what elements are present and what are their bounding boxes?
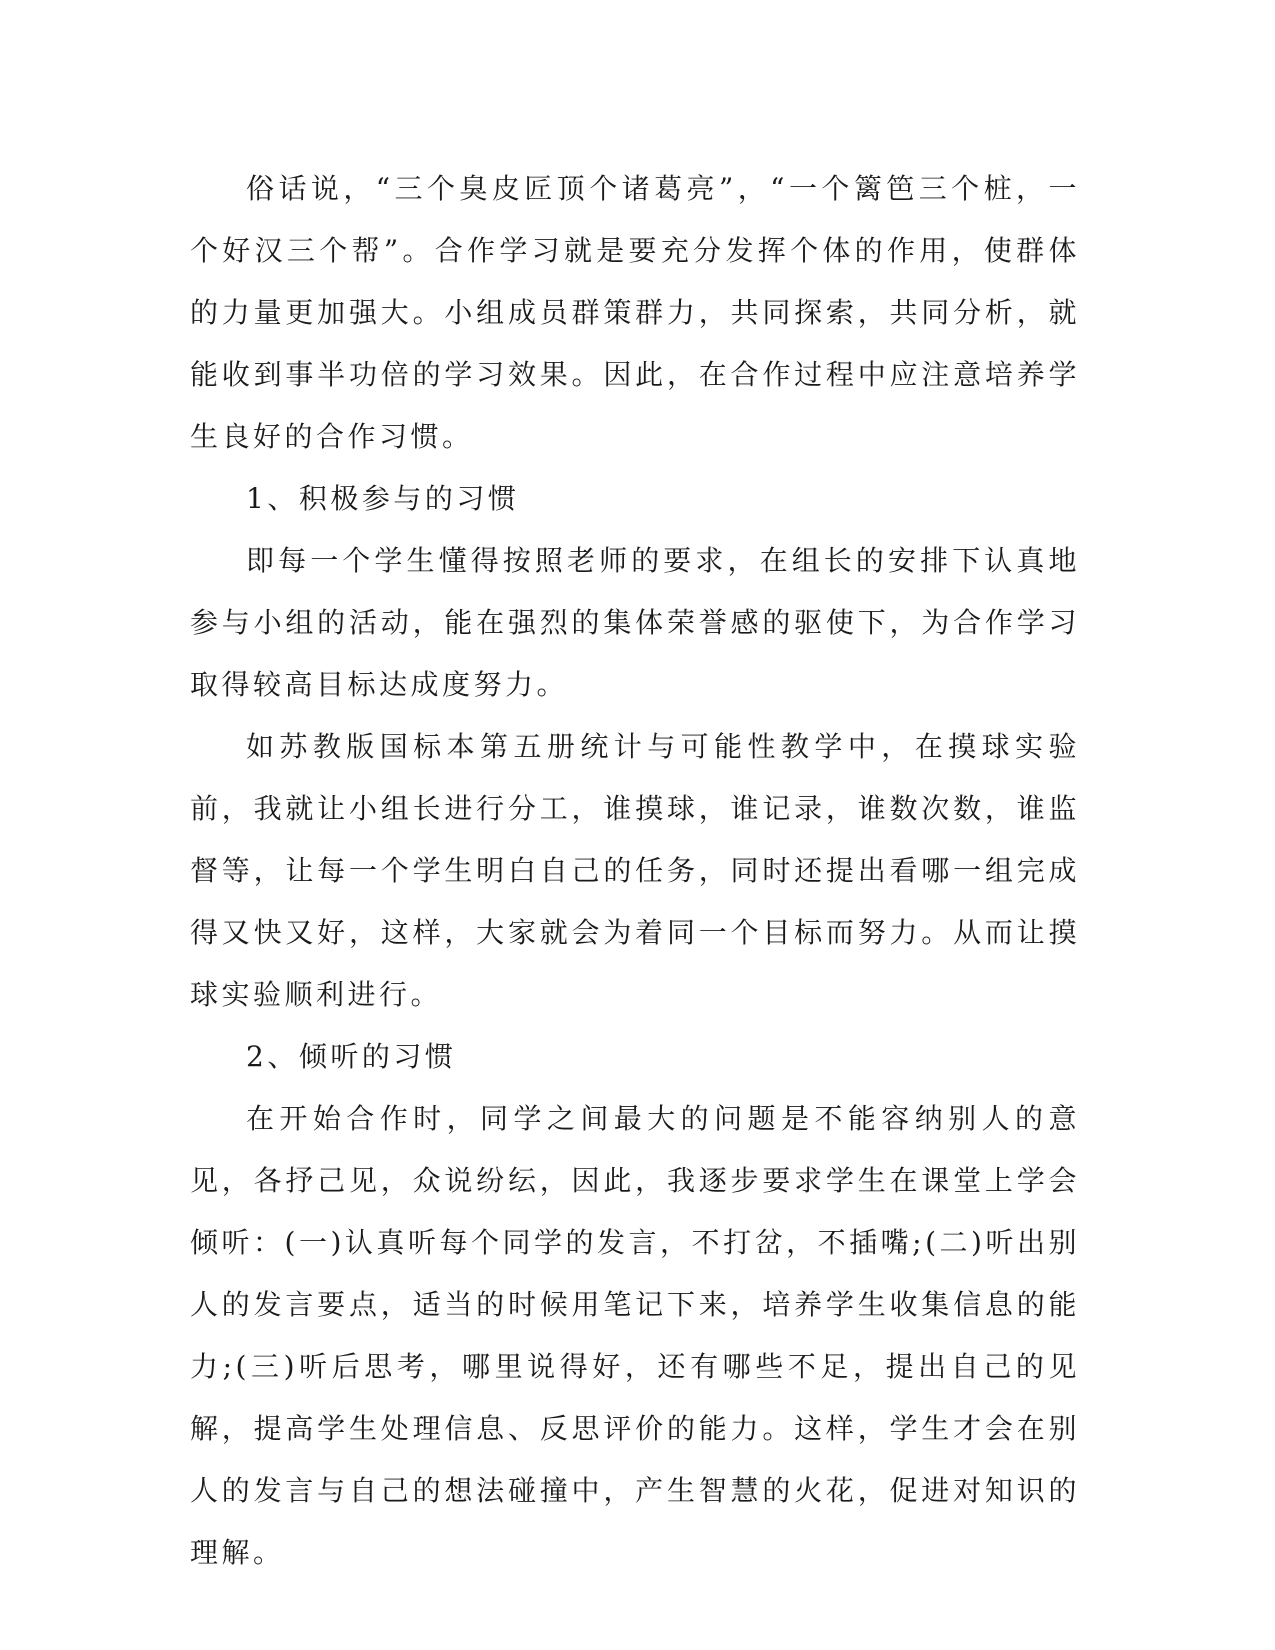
paragraph-intro: 俗话说，“三个臭皮匠顶个诸葛亮”，“一个篱笆三个桩，一个好汉三个帮”。合作学习就是要充分发挥个体的作用，使群体的力量更加强大。小组成员群策群力，共同探索，共同分析，就能收到事半功倍的学习效果。因此，在合作过程中应注意培养学生良好的合作习惯。 <box>190 172 1080 453</box>
heading-listening: 2、倾听的习惯 <box>246 1040 457 1073</box>
paragraph-participation-definition: 即每一个学生懂得按照老师的要求，在组长的安排下认真地参与小组的活动，能在强烈的集体荣誉感的驱使下，为合作学习取得较高目标达成度努力。 <box>190 544 1080 701</box>
heading-active-participation: 1、积极参与的习惯 <box>246 482 520 515</box>
document-body <box>190 158 1080 1584</box>
paragraph-listening: 在开始合作时，同学之间最大的问题是不能容纳别人的意见，各抒己见，众说纷纭，因此，我逐步要求学生在课堂上学会倾听：(一)认真听每个同学的发言，不打岔，不插嘴;(二)听出别人的发言要点，适当的时候用笔记下来，培养学生收集信息的能力;(三)听后思考，哪里说得好，还有哪些不足，提出自己的见解，提高学生处理信息、反思评价的能力。这样，学生才会在别人的发言与自己的想法碰撞中，产生智慧的火花，促进对知识的理解。 <box>190 1102 1080 1569</box>
paragraph-participation-example: 如苏教版国标本第五册统计与可能性教学中，在摸球实验前，我就让小组长进行分工，谁摸球，谁记录，谁数次数，谁监督等，让每一个学生明白自己的任务，同时还提出看哪一组完成得又快又好，这样，大家就会为着同一个目标而努力。从而让摸球实验顺利进行。 <box>190 730 1080 1011</box>
